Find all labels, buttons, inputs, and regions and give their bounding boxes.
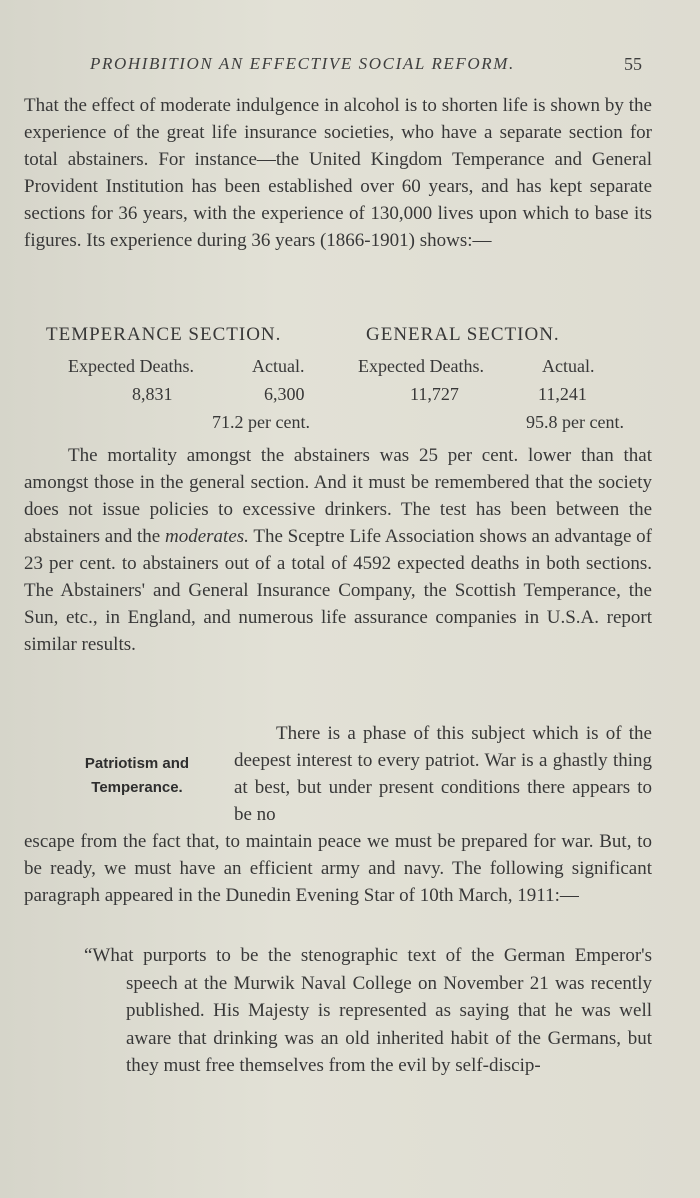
temperance-actual-label: Actual. [252, 356, 305, 376]
side-heading [62, 752, 212, 800]
running-title: PROHIBITION AN EFFECTIVE SOCIAL REFORM. [90, 54, 515, 73]
paragraph-mortality [24, 442, 652, 658]
paragraph-mortality-text-b: The Sceptre Life Association shows an advantage of 23 per cent. to abstainers out of a total of 4592 expected deaths in both sections. The Abstainers' and General Insurance Company, the Scottish Temperance, the Sun, etc., in England, and numerous life assurance companies in U.S.A. report similar results. [24, 526, 652, 655]
block-quote [84, 942, 652, 1080]
quote-text: “What purports to be the stenographic text of the German Emperor's speech at the Murwik Naval College on November 21 was recently published. His Majesty is represented as saying that he was well aware that drinking was an old inherited habit of the Germans, but they must free themselves from the evil by self-discip- [84, 945, 652, 1076]
temperance-percent: 71.2 per cent. [212, 412, 310, 432]
mortality-table [24, 324, 652, 442]
paragraph-patriotism-rest: escape from the fact that, to maintain peace we must be prepared for war. But, to be ready, we must have an efficient army and navy. The following significant paragraph appeared in the Dunedin Evening Star of 10th March, 1911:— [24, 831, 652, 906]
general-expected-label: Expected Deaths. [358, 356, 484, 376]
general-percent: 95.8 per cent. [526, 412, 624, 432]
general-expected-value: 11,727 [410, 384, 459, 404]
page-number: 55 [624, 54, 642, 74]
temperance-section-heading: TEMPERANCE SECTION. [46, 324, 282, 345]
paragraph-insurance: That the effect of moderate indulgence in alcohol is to shorten life is shown by the experience of the great life insurance societies, who have a separate section for total abstainers. For instance—the United Kingdom Temperance and General Provident Institution has been established over 60 years, and has kept separate sections for 36 years, with the experience of 130,000 lives upon which to base its figures. Its experience during 36 years (1866-1901) shows:— [24, 95, 652, 251]
moderates-italic: moderates. [165, 526, 249, 547]
side-heading-line-2: Temperance. [91, 779, 183, 796]
general-section-heading: GENERAL SECTION. [366, 324, 560, 345]
side-heading-line-1: Patriotism and [84, 755, 190, 772]
temperance-expected-value: 8,831 [132, 384, 173, 404]
temperance-actual-value: 6,300 [264, 384, 305, 404]
paragraph-mortality-text-a: The mortality amongst the abstainers was 25 per cent. lower than that amongst those in the general section. And it must be remembered that the society does not issue policies to excessive drinkers. The test has been between the abstainers and the [24, 445, 652, 547]
temperance-expected-label: Expected Deaths. [68, 356, 194, 376]
paragraph-patriotism-lead: There is a phase of this subject which is of the deepest interest to every patriot. War is a ghastly thing at best, but under present conditions there appears to be no [234, 723, 652, 825]
general-actual-value: 11,241 [538, 384, 587, 404]
general-actual-label: Actual. [542, 356, 595, 376]
running-head [90, 54, 650, 80]
